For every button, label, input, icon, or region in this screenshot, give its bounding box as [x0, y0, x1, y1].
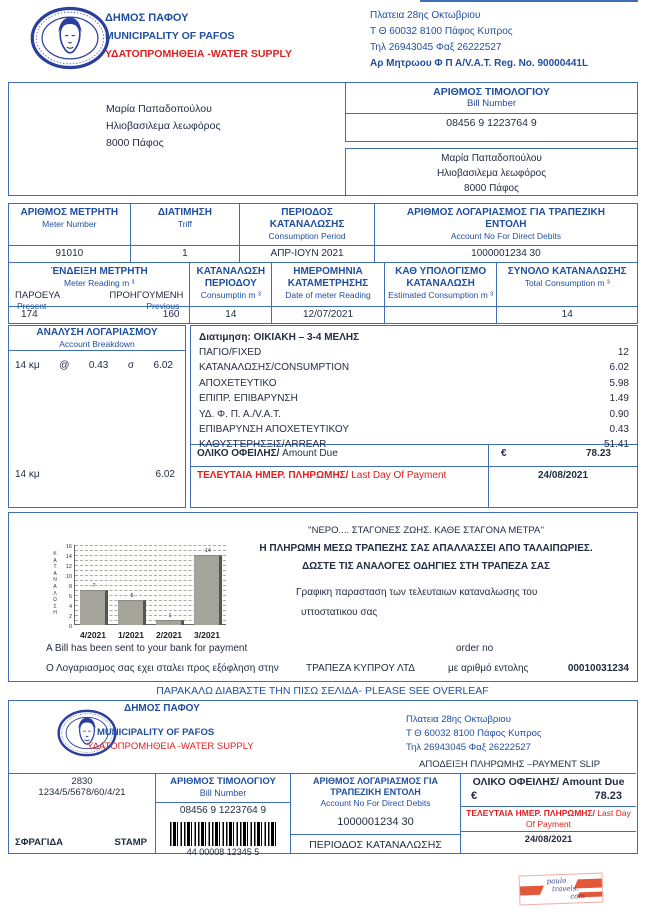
barcode — [170, 822, 276, 846]
chart-y-axis-title: Κ Α Τ Α Ν Α Λ Ω Σ Η — [53, 551, 57, 617]
slip-lastday-block: ΤΕΛΕΥΤΑΙΑ ΗΜΕΡ. ΠΛΗΡΩΜΗΣ/ Last Day Of Payment — [461, 806, 636, 829]
slip-org-en: MUNICIPALITY OF PAFOS — [97, 727, 215, 738]
reading-table — [8, 262, 638, 324]
slip-amount-row: € 78.23 — [471, 790, 622, 802]
calc-summary-line — [9, 371, 185, 480]
stamp-label-gr: ΣΦΡΑΓΙΔΑ — [15, 837, 64, 848]
tariff-value: 1 — [131, 246, 241, 262]
stamp-label-en: STAMP — [114, 837, 147, 848]
calc-qty: 14 κμ — [15, 360, 40, 371]
slip-org-gr: ΔΗΜΟΣ ΠΑΦΟΥ — [124, 703, 200, 714]
chart-x-labels: 4/2021 1/2021 2/2021 3/2021 — [80, 630, 220, 640]
meter-number-value: 91010 — [9, 246, 131, 262]
org-address-line3: Τηλ 26943045 Φαξ 26222527 — [370, 42, 502, 53]
bill-number-box — [345, 82, 638, 142]
tariff-header: ΔΙΑΤΙΜΗΣΗ Triff — [131, 204, 241, 245]
bill-sent-line: A Bill has been sent to your bank for payment — [46, 643, 248, 654]
slip-title: ΑΠΟΔΕΙΞΗ ΠΛΗΡΩΜΗΣ –PAYMENT SLIP — [419, 759, 601, 770]
slip-account-number: 1000001234 30 — [337, 816, 414, 828]
slip-lastday-date: 24/08/2021 — [461, 831, 636, 845]
top-edge-line — [420, 0, 638, 2]
recipient-name: Μαρία Παπαδοπούλου — [441, 153, 542, 164]
slip-org-address: Πλατεια 28ης Οκτωβριου Τ Θ 60032 8100 Πάφος Κυπρος Τηλ 26943045 Φαξ 26222527 — [406, 714, 542, 753]
breakdown-calc-box — [8, 350, 186, 508]
previous-value: 160 — [162, 309, 180, 320]
charge-row: ΥΔ. Φ. Π. Α./V.A.T. 0.90 — [199, 408, 629, 420]
calc-line — [9, 350, 185, 371]
org-address-line1: Πλατεια 28ης Οκτωβριου — [370, 10, 481, 21]
bill-number-value: 08456 9 1223764 9 — [346, 113, 637, 129]
total-consumption-value: 14 — [561, 309, 573, 320]
slip-code2: 1234/5/5678/60/4/21 — [38, 787, 126, 798]
previous-label-en: Previous — [146, 301, 180, 311]
calc-sigma: σ — [127, 360, 135, 371]
slip-period-label: ΠΕΡΙΟΔΟΣ ΚΑΤΑΝΑΛΩΣΗΣ — [291, 834, 460, 851]
graph-caption-2: υττοστατικου σας — [301, 607, 378, 618]
chart-bar — [118, 600, 146, 625]
recipient-city: 8000 Πάφος — [464, 183, 519, 194]
currency-symbol: € — [501, 448, 507, 459]
overleaf-notice: ΠΑΡΑΚΑΛΩ ΔΙΑΒΆΣΤΕ ΤΗΝ ΠΙΣΩ ΣΕΛΙΔΑ- PLEASE SEE OVERLEAF — [156, 685, 489, 697]
slip-stamp-cell — [9, 774, 156, 853]
previous-label-gr: ΠΡΟΗΓΟΥΜΕΝΗ — [109, 290, 184, 301]
summary-qty: 14 κμ — [15, 469, 40, 480]
meter-number-header: ΑΡΙΘΜΟΣ ΜΕΤΡΗΤΗ Meter Number — [9, 204, 131, 245]
slip-dept: ΥΔΑΤΟΠΡΟΜΗΘΕΙΑ -WATER SUPPLY — [87, 741, 254, 752]
customer-address — [106, 101, 221, 152]
customer-city: 8000 Πάφος — [106, 137, 164, 149]
charge-row: ΑΠΟΧΕΤΕΥΤΙΚΟ 5.98 — [199, 377, 629, 389]
bank-name: ΤΡΑΠΕΖΑ ΚΥΠΡΟΥ ΛΤΔ — [306, 663, 415, 674]
account-header: ΑΡΙΘΜΟΣ ΛΟΓΑΡΙΑΣΜΟΣ ΓΙΑ ΤΡΑΠΕΖΙΚΗ ΕΝΤΟΛΗ Account No For Direct Debits — [406, 207, 605, 241]
amount-due: 78.23 — [585, 448, 611, 459]
water-quote: ''ΝΕΡΟ.... ΣΤΑΓΟΝΕΣ ΖΩΗΣ. ΚΑΘΕ ΣΤΑΓΟΝΑ ΜΕΤΡΑ'' — [307, 525, 545, 536]
chart-bar — [194, 555, 222, 625]
barcode-text: 44 00008 12345 5 — [186, 847, 260, 857]
order-no-label: order no — [456, 643, 494, 654]
customer-street: Ηλιοβασιλεμα λεωφόρος — [106, 120, 221, 132]
calc-rate: 0.43 — [88, 360, 109, 371]
charge-row: ΕΠΙΒΑΡΥΝΣΗ ΑΠΟΧΕΤΕΥΤΙΚΟΥ 0.43 — [199, 424, 629, 436]
reading-date-header: ΗΜΕΡΟΜΗΝΙΑ ΚΑΤΑΜΕΤΡΗΣΗΣ Date of meter Reading — [272, 263, 385, 306]
charge-row: ΚΑΘΥΣΤΈΡΗΣΞΙΣ/ARREAR 51.41 — [199, 439, 629, 451]
bill-number-label-en: Bill Number — [466, 98, 517, 109]
charges-box — [190, 325, 638, 451]
present-label-en: Present — [17, 301, 47, 311]
graph-caption-1: Γραφικη παρασταση των τελευταιων καταναλωσης του — [296, 587, 538, 598]
charge-row: ΠΑΓΙΟ/FIXED 12 — [199, 347, 629, 358]
breakdown-title-box — [8, 325, 186, 351]
meter-info-table — [8, 203, 638, 263]
org-address-line2: Τ Θ 60032 8100 Πάφος Κυπρος — [370, 26, 513, 37]
calc-amount: 6.02 — [153, 360, 173, 371]
breakdown-title-en: Account Breakdown — [59, 339, 135, 349]
recipient-street: Ηλιοβασιλεμα λεωφόρος — [436, 168, 547, 179]
chart-y-ticks: 0 2 4 6 8 10 12 14 16 — [65, 544, 72, 630]
breakdown-title-gr: ΑΝΑΛΥΣΗ ΛΟΓΑΡΙΑΣΜΟΥ — [36, 327, 158, 338]
consumption-chart — [51, 543, 236, 643]
municipality-seal-icon — [28, 6, 112, 70]
slip-bill-number-cell: ΑΡΙΘΜΟΣ ΤΙΜΟΛΟΓΙΟΥ Bill Number 08456 9 1223764 9 44 00008 12345 5 — [156, 774, 291, 853]
period-value: ΑΠΡ-ΙΟΥΝ 2021 — [240, 246, 375, 262]
amount-due-value — [489, 445, 637, 466]
calc-at: @ — [59, 360, 70, 371]
org-name-en: MUNICIPALITY OF PAFOS — [105, 30, 235, 42]
present-value: 174 — [21, 309, 38, 320]
reading-date-value: 12/07/2021 — [272, 307, 385, 323]
charge-row: ΚΑΤΑΝΑΛΩΣΗΣ/CONSUMPTION 6.02 — [199, 362, 629, 374]
customer-name: Μαρία Παπαδοπούλου — [106, 103, 212, 115]
consumption-header: ΚΑΤΑΝΑΛΩΣΗ ΠΕΡΙΟΔΟΥ Consumptin m ³ — [190, 263, 272, 306]
tariff-title: Διατιμηση: ΟΙΚΙΑΚΗ – 3-4 ΜΕΛΗΣ — [199, 332, 360, 343]
chart-plot-area: 7 5 1 14 — [74, 545, 226, 625]
org-dept: ΥΔΑΤΟΠΡΟΜΗΘΕΙΑ -WATER SUPPLY — [105, 48, 292, 60]
consumption-value: 14 — [190, 307, 272, 323]
period-header: ΠΕΡΙΟΔΟΣ ΚΑΤΑΝΑΛΩΣΗΣ Consumption Period — [240, 204, 375, 245]
slip-amount-cell — [461, 774, 636, 853]
paulo-travels-watermark: paulo travels. com — [519, 873, 604, 906]
notice-section — [8, 512, 638, 682]
reading-header: ΈΝΔΕΙΞΗ ΜΕΤΡΗΤΗ Meter Reading m ³ ΠΑΡΟΕΥΑ ΠΡΟΗΓΟΥΜΕΝΗ Present Previous — [9, 263, 190, 306]
bank-payment-line1: Η ΠΛΗΡΩΜΗ ΜΕΣΩ ΤΡΑΠΕΖΗΣ ΣΑΣ ΑΠΑΛΛΆΣΣΕΙ ΑΠΟ ΤΑΛΑΙΠΩΡΙΕΣ. — [259, 543, 593, 554]
reading-values — [9, 307, 190, 323]
bill-sent-line-gr: Ο Λογαριασμος σας εχει σταλει προς εξόφληση στην — [46, 663, 279, 674]
order-number-label-gr: με αριθμό εντολης — [448, 663, 529, 674]
slip-account-cell: ΑΡΙΘΜΟΣ ΛΟΓΑΡΙΑΣΜΟΣ ΓΙΑ ΤΡΑΠΕΖΙΚΗ ΕΝΤΟΛΗ Account No For Direct Debits 1000001234 30 ΠΕΡΙΟΔΟΣ ΚΑΤΑΝΑΛΩΣΗΣ — [291, 774, 461, 853]
last-day-row — [190, 467, 638, 508]
chart-bar — [156, 620, 184, 625]
amount-due-row — [190, 445, 638, 467]
order-number-value: 00010031234 — [567, 663, 629, 674]
recipient-box — [345, 148, 638, 196]
last-day-label: ΤΕΛΕΥΤΑΙΑ ΗΜΕΡ. ΠΛΗΡΩΜΗΣ/ Last Day Of Payment — [191, 467, 489, 507]
org-vat-line: Αρ Μητρωου Φ Π Α/V.A.T. Reg. No. 90000441L — [370, 58, 589, 69]
estimated-value — [385, 307, 498, 323]
chart-bar — [80, 590, 108, 625]
account-value: 1000001234 30 — [471, 248, 541, 259]
bank-payment-line2: ΔΩΣΤΕ ΤΙΣ ΑΝΑΛΟΓΕΣ ΟΔΗΓΙΕΣ ΣΤΗ ΤΡΑΠΕΖΑ ΣΑΣ — [301, 561, 551, 572]
estimated-header: ΚΑΘ ΥΠΟΛΟΓΙΣΜΟ ΚΑΤΑΝΑΛΩΣΗ Estimated Consumption m ³ — [385, 263, 498, 306]
slip-amount-due-label: ΟΛΙΚΟ ΟΦΕΙΛΗΣ/ Amount Due — [472, 776, 625, 788]
summary-amount: 6.02 — [155, 469, 175, 480]
amount-due-label: ΟΛΙΚΟ ΟΦΕΙΛΗΣ/ Amount Due — [191, 445, 489, 466]
last-day-value: 24/08/2021 — [537, 470, 589, 481]
total-consumption-header: ΣΥΝΟΛΟ ΚΑΤΑΝΑΛΩΣΗΣ Total Consumption m ³ — [507, 266, 627, 288]
slip-table — [9, 773, 636, 857]
payment-slip — [8, 700, 638, 857]
charge-row: ΕΠΙΠΡ. ΕΠΙΒΑΡΥΝΣΗ 1.49 — [199, 393, 629, 405]
slip-code1: 2830 — [71, 776, 93, 787]
recipient-address — [346, 149, 637, 196]
org-name-gr: ΔΗΜΟΣ ΠΑΦΟΥ — [105, 12, 189, 24]
present-label-gr: ΠΑΡΟΕΥΑ — [15, 290, 61, 301]
slip-bill-number: 08456 9 1223764 9 — [156, 802, 290, 816]
bill-number-label-gr: ΑΡΙΘΜΟΣ ΤΙΜΟΛΟΓΙΟΥ — [433, 86, 550, 98]
